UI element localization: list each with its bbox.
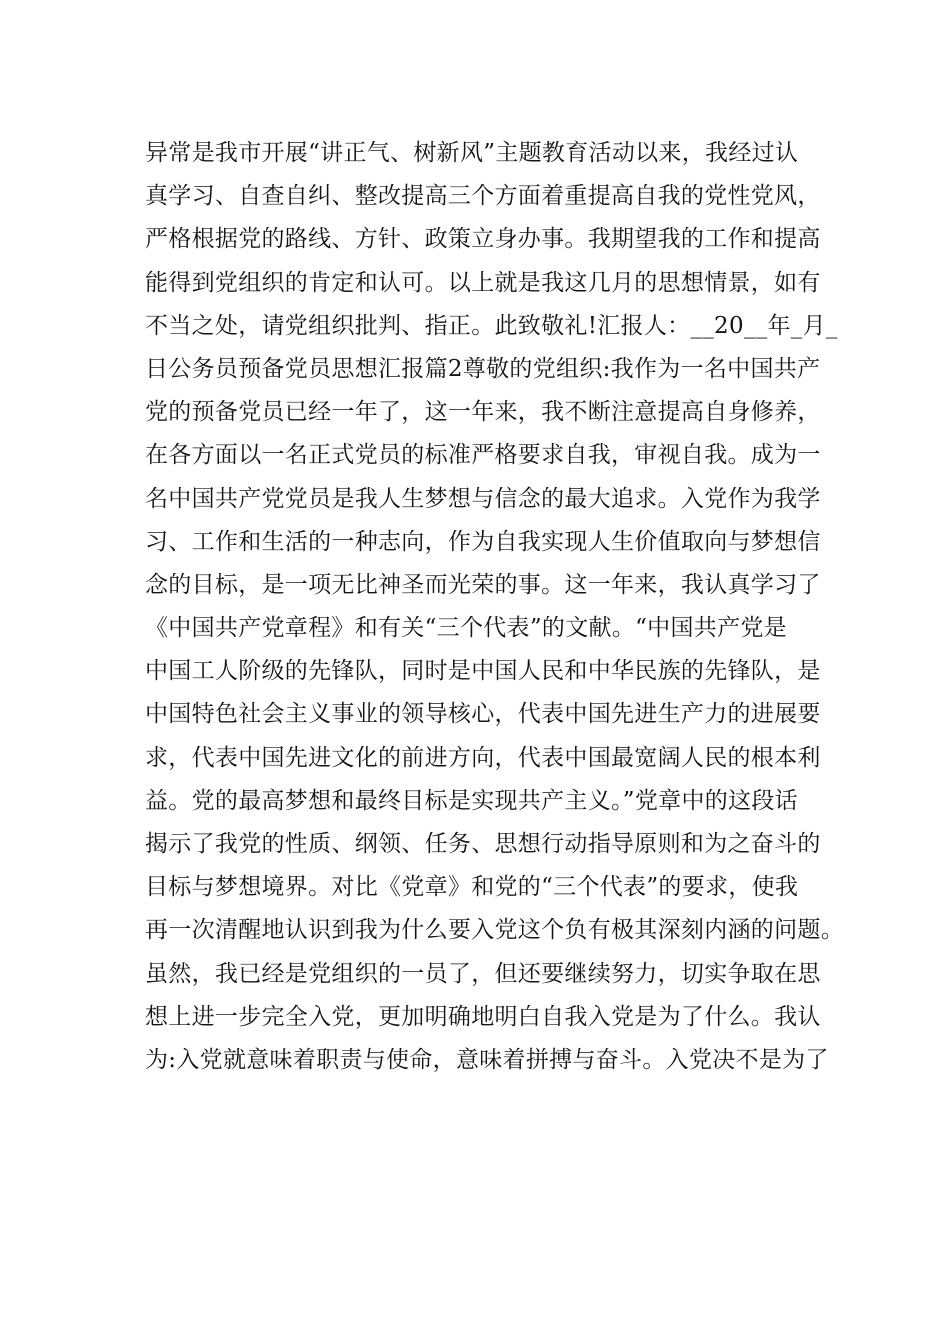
text-line: 不当之处，请党组织批判、指正。此致敬礼!汇报人：__20__年_月_ bbox=[145, 312, 838, 339]
text-line: 名中国共产党党员是我人生梦想与信念的最大追求。入党作为我学 bbox=[145, 485, 821, 512]
text-line: 真学习、自查自纠、整改提高三个方面着重提高自我的党性党风， bbox=[145, 183, 821, 210]
text-line: 中国工人阶级的先锋队，同时是中国人民和中华民族的先锋队，是 bbox=[145, 658, 821, 685]
text-line: 严格根据党的路线、方针、政策立身办事。我期望我的工作和提高 bbox=[145, 226, 821, 253]
text-line: 念的目标，是一项无比神圣而光荣的事。这一年来，我认真学习了 bbox=[145, 571, 821, 598]
text-line: 想上进一步完全入党，更加明确地明白自我入党是为了什么。我认 bbox=[145, 1003, 821, 1030]
text-line: 再一次清醒地认识到我为什么要入党这个负有极其深刻内涵的问题。 bbox=[145, 917, 844, 944]
text-line: 党的预备党员已经一年了，这一年来，我不断注意提高自身修养， bbox=[145, 399, 821, 426]
text-line: 益。党的最高梦想和最终目标是实现共产主义。”党章中的这段话 bbox=[145, 787, 798, 814]
text-line: 目标与梦想境界。对比《党章》和党的“三个代表”的要求，使我 bbox=[145, 874, 799, 901]
text-line: 求，代表中国先进文化的前进方向，代表中国最宽阔人民的根本利 bbox=[145, 744, 821, 771]
text-line: 日公务员预备党员思想汇报篇2尊敬的党组织:我作为一名中国共产 bbox=[145, 355, 821, 382]
text-line: 异常是我市开展“讲正气、树新风”主题教育活动以来，我经过认 bbox=[145, 140, 799, 166]
text-line: 虽然，我已经是党组织的一员了，但还要继续努力，切实争取在思 bbox=[145, 960, 821, 987]
text-line: 能得到党组织的肯定和认可。以上就是我这几月的思想情景，如有 bbox=[145, 269, 821, 296]
text-line: 习、工作和生活的一种志向，作为自我实现人生价值取向与梦想信 bbox=[145, 528, 821, 555]
text-line: 《中国共产党章程》和有关“三个代表”的文献。“中国共产党是 bbox=[145, 615, 787, 642]
text-line: 为:入党就意味着职责与使命，意味着拼搏与奋斗。入党决不是为了 bbox=[145, 1046, 829, 1073]
text-line: 揭示了我党的性质、纲领、任务、思想行动指导原则和为之奋斗的 bbox=[145, 831, 821, 857]
text-line: 中国特色社会主义事业的领导核心，代表中国先进生产力的进展要 bbox=[145, 701, 821, 728]
body-text bbox=[145, 132, 844, 1082]
text-line: 在各方面以一名正式党员的标准严格要求自我，审视自我。成为一 bbox=[145, 442, 821, 469]
